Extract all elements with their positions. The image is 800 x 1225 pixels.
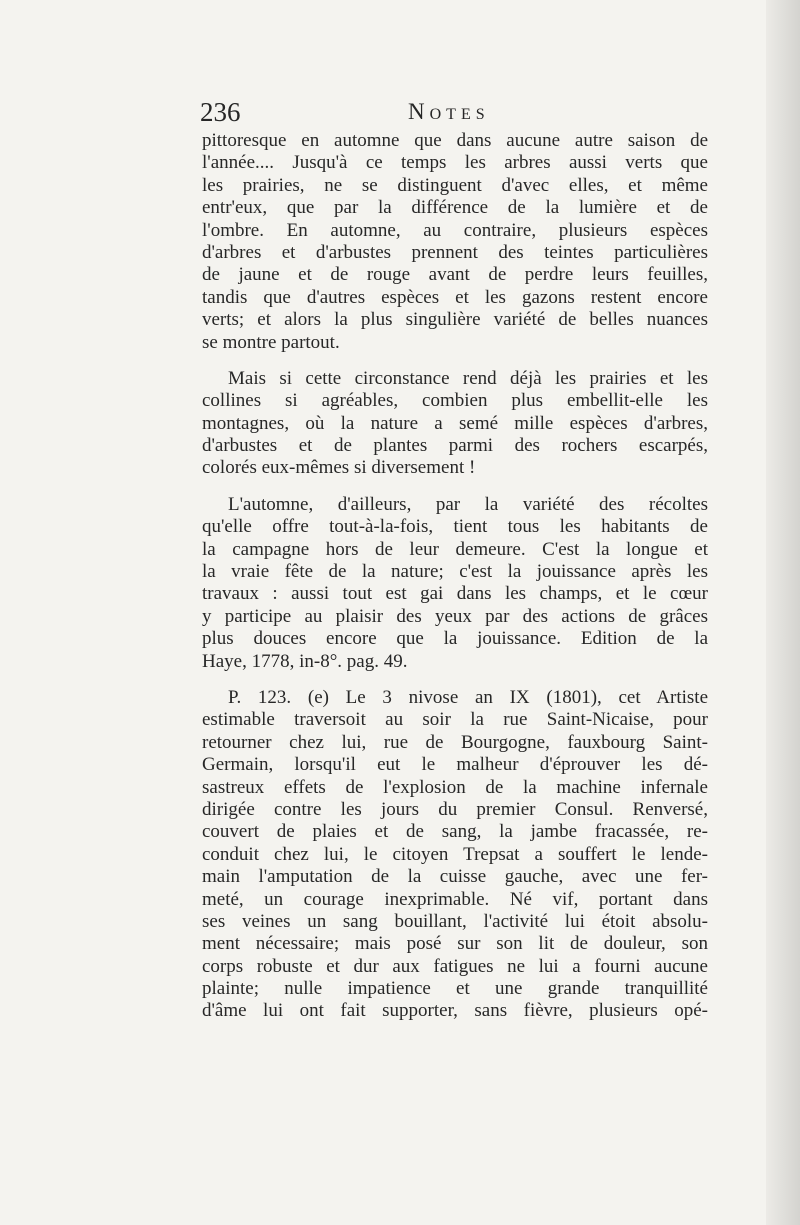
text-line: travaux : aussi tout est gai dans les champs, et le cœur <box>202 583 708 605</box>
page-number: 236 <box>200 97 241 127</box>
text-line: d'arbres et d'arbustes prennent des teintes particulières <box>202 241 708 263</box>
text-line: la vraie fête de la nature; c'est la jouissance après les <box>202 561 708 583</box>
text-line: colorés eux-mêmes si diversement ! <box>202 457 476 479</box>
page-edge-shadow <box>766 0 800 1225</box>
text-line: tandis que d'autres espèces et les gazons restent encore <box>202 286 708 308</box>
text-line: entr'eux, que par la différence de la lumière et de <box>202 197 708 219</box>
paragraph <box>202 368 708 480</box>
text-line: Haye, 1778, in-8°. pag. 49. <box>202 650 408 672</box>
text-line: L'automne, d'ailleurs, par la variété des récoltes <box>228 493 708 515</box>
text-line: ment nécessaire; mais posé sur son lit de douleur, son <box>202 933 708 955</box>
text-line: main l'amputation de la cuisse gauche, avec une fer- <box>202 866 708 888</box>
text-line: corps robuste et dur aux fatigues ne lui a fourni aucune <box>202 955 708 977</box>
text-line: Germain, lorsqu'il eut le malheur d'éprouver les dé- <box>202 754 708 776</box>
text-line: ses veines un sang bouillant, l'activité lui étoit absolu- <box>202 910 708 932</box>
text-line: meté, un courage inexprimable. Né vif, portant dans <box>202 888 708 910</box>
paragraph <box>202 130 708 354</box>
text-line: retourner chez lui, rue de Bourgogne, fauxbourg Saint- <box>202 731 708 753</box>
text-line: la campagne hors de leur demeure. C'est la longue et <box>202 538 708 560</box>
text-line: Mais si cette circonstance rend déjà les prairies et les <box>228 367 708 389</box>
text-line: estimable traversoit au soir la rue Saint-Nicaise, pour <box>202 709 708 731</box>
running-head: Notes <box>408 99 490 124</box>
paragraph-gap <box>202 673 708 687</box>
paragraph <box>202 494 708 673</box>
text-line: d'âme lui ont fait supporter, sans fièvre, plusieurs opé- <box>202 1000 708 1022</box>
text-line: l'ombre. En automne, au contraire, plusieurs espèces <box>202 219 708 241</box>
text-line: qu'elle offre tout-à-la-fois, tient tous les habitants de <box>202 516 708 538</box>
paragraph-gap <box>202 354 708 368</box>
text-line: montagnes, où la nature a semé mille espèces d'arbres, <box>202 412 708 434</box>
text-line: couvert de plaies et de sang, la jambe fracassée, re- <box>202 821 708 843</box>
text-line: plainte; nulle impatience et une grande tranquillité <box>202 978 708 1000</box>
text-line: verts; et alors la plus singulière variété de belles nuances <box>202 309 708 331</box>
text-line: pittoresque en automne que dans aucune autre saison de <box>202 130 708 151</box>
text-line: sastreux effets de l'explosion de la machine infernale <box>202 776 708 798</box>
page-header <box>198 97 708 133</box>
text-line: conduit chez lui, le citoyen Trepsat a souffert le lende- <box>202 843 708 865</box>
text-line: collines si agréables, combien plus embellit-elle les <box>202 390 708 412</box>
text-line: P. 123. (e) Le 3 nivose an IX (1801), cet Artiste <box>228 686 708 708</box>
text-line: y participe au plaisir des yeux par des actions de grâces <box>202 605 708 627</box>
paragraph <box>202 687 708 1023</box>
text-line: d'arbustes et de plantes parmi des rochers escarpés, <box>202 435 708 457</box>
text-line: plus douces encore que la jouissance. Edition de la <box>202 628 708 650</box>
text-line: de jaune et de rouge avant de perdre leurs feuilles, <box>202 264 708 286</box>
text-line: se montre partout. <box>202 331 340 353</box>
text-line: les prairies, ne se distinguent d'avec elles, et même <box>202 174 708 196</box>
body-text <box>202 130 708 1023</box>
paragraph-gap <box>202 480 708 494</box>
text-line: l'année.... Jusqu'à ce temps les arbres aussi verts que <box>202 152 708 174</box>
text-line: dirigée contre les jours du premier Consul. Renversé, <box>202 798 708 820</box>
